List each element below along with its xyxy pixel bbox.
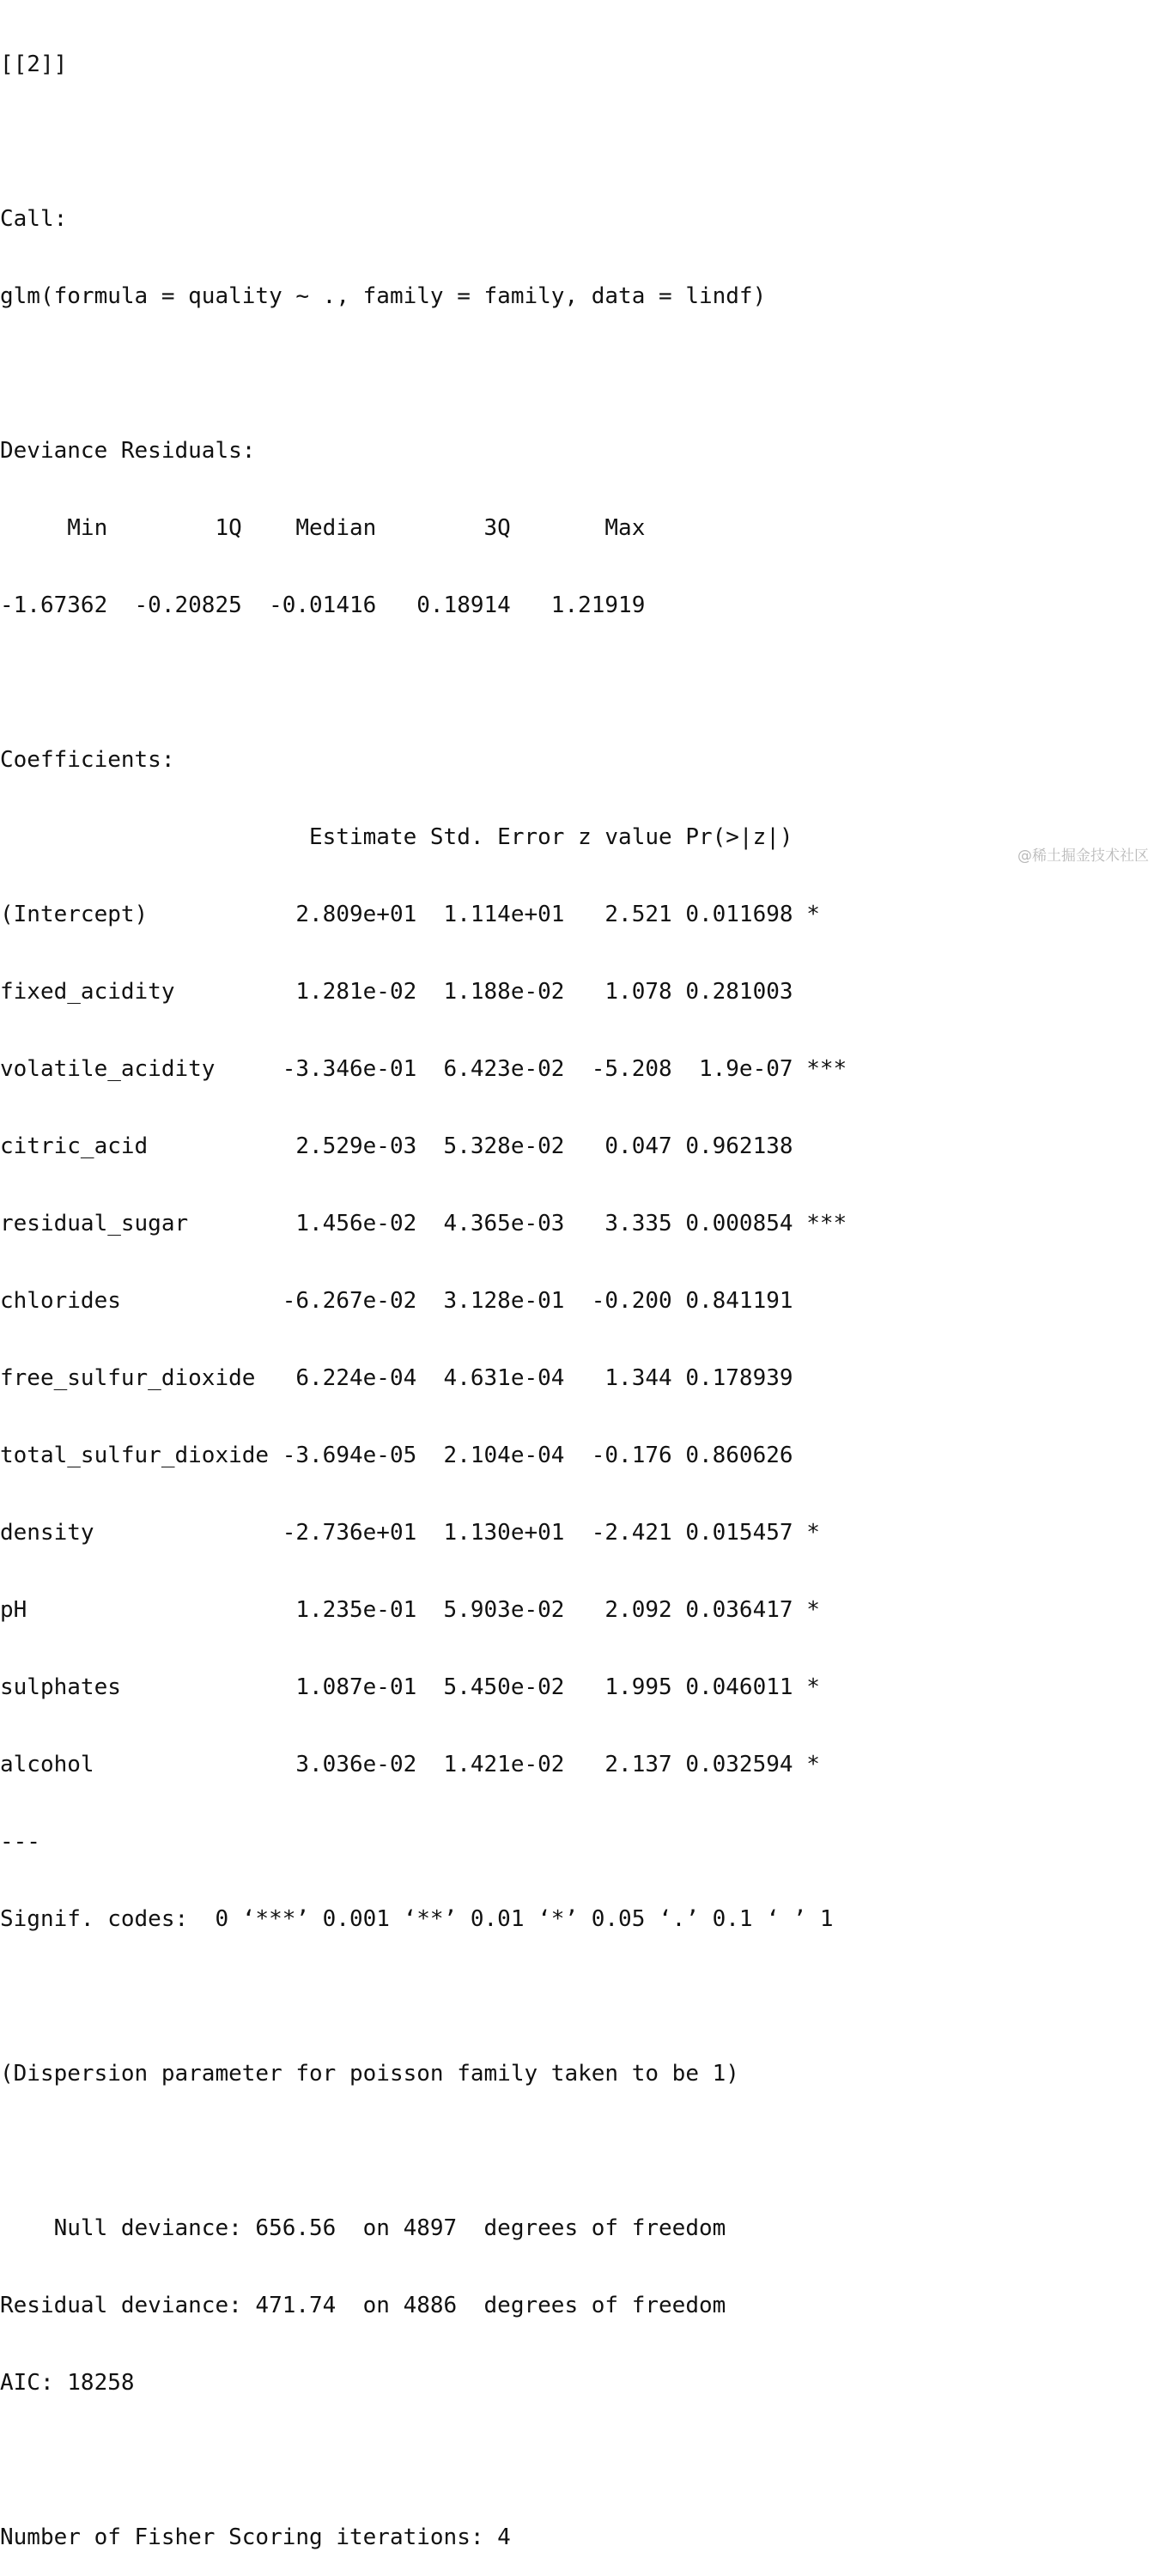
coefficient-row: residual_sugar 1.456e-02 4.365e-03 3.335 0.000854 *** xyxy=(0,1211,847,1236)
coefficients-header: Coefficients: xyxy=(0,747,175,773)
blank-line xyxy=(0,2138,1154,2164)
deviance-residuals-header: Deviance Residuals: xyxy=(0,438,256,464)
coefficient-row: sulphates 1.087e-01 5.450e-02 1.995 0.046011 * xyxy=(0,1674,847,1700)
coefficient-row: pH 1.235e-01 5.903e-02 2.092 0.036417 * xyxy=(0,1597,847,1623)
deviance-residuals-values: -1.67362 -0.20825 -0.01416 0.18914 1.21919 xyxy=(0,592,672,618)
blank-line xyxy=(0,2447,1154,2473)
signif-codes-legend: Signif. codes: 0 ‘***’ 0.001 ‘**’ 0.01 ‘*’ 0.05 ‘.’ 0.1 ‘ ’ 1 xyxy=(0,1906,834,1932)
call-header: Call: xyxy=(0,206,68,232)
aic-line: AIC: 18258 xyxy=(0,2370,135,2396)
fisher-iterations-line: Number of Fisher Scoring iterations: 4 xyxy=(0,2524,511,2550)
coefficient-row: free_sulfur_dioxide 6.224e-04 4.631e-04 1.344 0.178939 xyxy=(0,1365,847,1391)
null-deviance-line: Null deviance: 656.56 on 4897 degrees of freedom xyxy=(0,2215,726,2241)
coefficients-column-header: Estimate Std. Error z value Pr(>|z|) xyxy=(0,824,847,850)
coefficient-row: citric_acid 2.529e-03 5.328e-02 0.047 0.962138 xyxy=(0,1133,847,1159)
deviance-residuals-labels: Min 1Q Median 3Q Max xyxy=(0,515,672,541)
coefficient-row: total_sulfur_dioxide -3.694e-05 2.104e-04 -0.176 0.860626 xyxy=(0,1443,847,1468)
coefficient-row: volatile_acidity -3.346e-01 6.423e-02 -5.208 1.9e-07 *** xyxy=(0,1056,847,1082)
coefficient-row: chlorides -6.267e-02 3.128e-01 -0.200 0.841191 xyxy=(0,1288,847,1314)
list-index-label: [[2]] xyxy=(0,52,68,77)
watermark: @稀土掘金技术社区 xyxy=(1017,848,1149,865)
blank-line xyxy=(0,361,1154,386)
coefficient-row: alcohol 3.036e-02 1.421e-02 2.137 0.032594 * xyxy=(0,1752,847,1777)
coefficient-row: (Intercept) 2.809e+01 1.114e+01 2.521 0.011698 * xyxy=(0,902,847,927)
blank-line xyxy=(0,129,1154,155)
blank-line xyxy=(0,1984,1154,2009)
dispersion-note: (Dispersion parameter for poisson family taken to be 1) xyxy=(0,2061,739,2087)
coefficient-row: fixed_acidity 1.281e-02 1.188e-02 1.078 0.281003 xyxy=(0,979,847,1005)
residual-deviance-line: Residual deviance: 471.74 on 4886 degrees of freedom xyxy=(0,2293,726,2318)
blank-line xyxy=(0,670,1154,696)
coefficient-row: density -2.736e+01 1.130e+01 -2.421 0.015457 * xyxy=(0,1520,847,1546)
call-formula: glm(formula = quality ~ ., family = family, data = lindf) xyxy=(0,283,767,309)
coefficients-separator: --- xyxy=(0,1829,40,1855)
